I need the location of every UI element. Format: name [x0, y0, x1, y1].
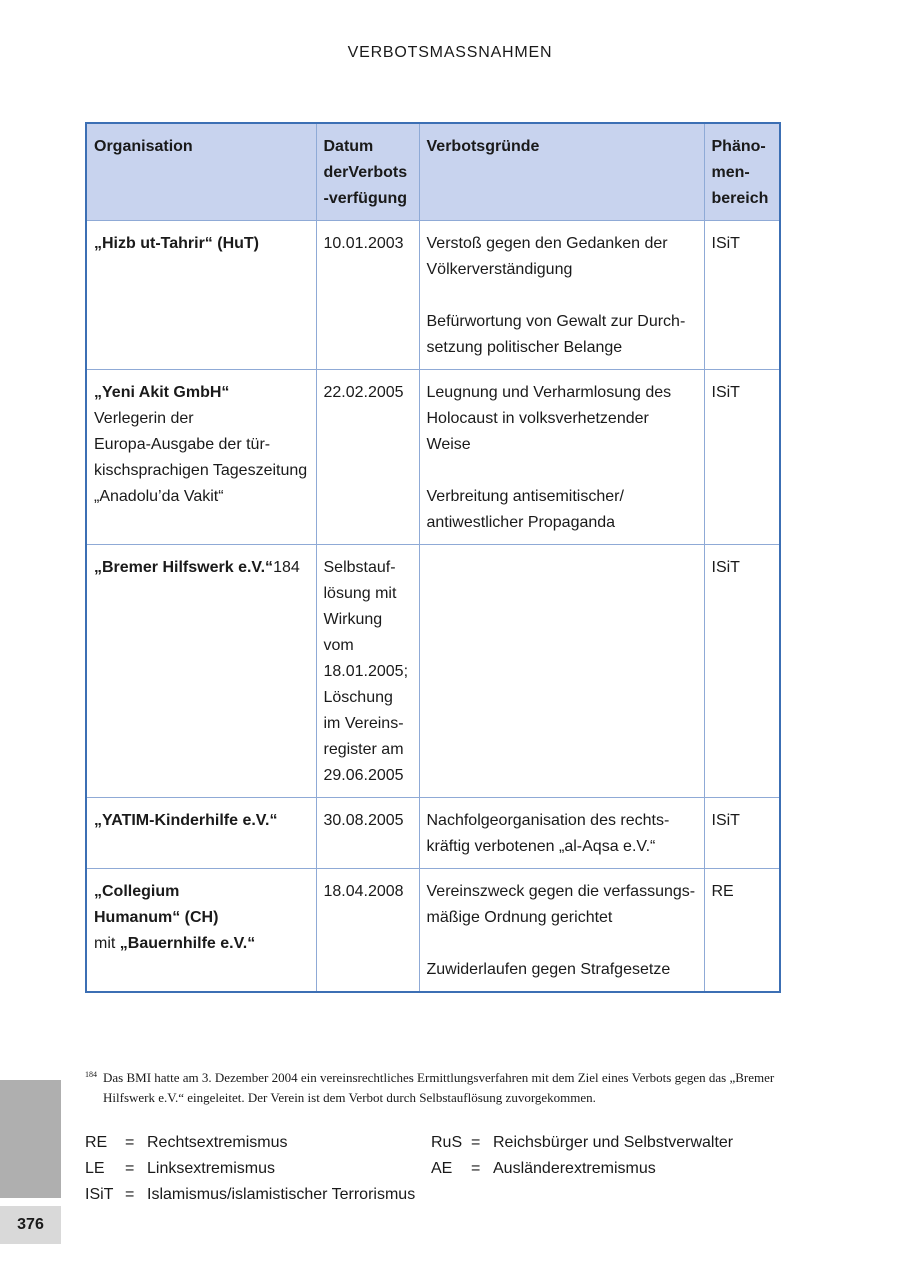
organisation-text: mit	[94, 935, 120, 952]
organisation-line	[94, 879, 309, 905]
date-cell	[316, 370, 419, 545]
column-header-organisation	[86, 123, 316, 221]
column-header-line: Datum der	[323, 138, 374, 181]
reasons-cell	[419, 545, 704, 798]
legend-meaning: Islamismus/islamistischer Terrorismus	[147, 1186, 416, 1203]
area-cell: ISiT	[704, 370, 780, 545]
legend-meaning: Linksextremismus	[147, 1160, 276, 1177]
column-header-line: bereich	[711, 190, 769, 207]
column-header-date	[316, 123, 419, 221]
organisation-text: „Yeni Akit GmbH“	[94, 384, 230, 401]
date-cell	[316, 869, 419, 993]
legend-item	[431, 1130, 733, 1156]
table-row	[86, 370, 780, 545]
reason-line: Verbreitung antisemitischer/	[426, 488, 624, 505]
table-body	[86, 221, 780, 993]
legend-meaning: Rechtsextremismus	[147, 1134, 288, 1151]
reasons-cell	[419, 798, 704, 869]
organisation-cell	[86, 221, 316, 370]
reason-paragraph	[427, 309, 697, 361]
date-line: 18.01.2005;	[323, 663, 409, 680]
legend-item	[431, 1156, 656, 1182]
date-line: register am	[323, 741, 404, 758]
legend-row	[85, 1182, 805, 1208]
date-line: Selbstauf-	[323, 559, 396, 576]
organisation-text: „Hizb ut-Tahrir“ (HuT)	[94, 235, 260, 252]
reason-line: setzung politischer Belange	[426, 339, 623, 356]
reason-line: Weise	[426, 436, 471, 453]
reason-line: Leugnung und Verharmlosung des	[426, 384, 672, 401]
column-header-line: Verbots-	[323, 164, 408, 207]
page-header: VERBOTSMASSNAHMEN	[347, 44, 553, 61]
date-line: Wirkung	[323, 611, 383, 628]
reason-line: kräftig verbotenen „al-Aqsa e.V.“	[426, 838, 656, 855]
reason-paragraph	[427, 957, 697, 983]
reason-line: Zuwiderlaufen gegen Strafgesetze	[426, 961, 671, 978]
footnote	[85, 1068, 785, 1108]
organisation-cell	[86, 798, 316, 869]
organisation-line	[94, 380, 309, 406]
reasons-cell	[419, 221, 704, 370]
legend-abbreviation: LE	[85, 1160, 105, 1177]
table-row	[86, 221, 780, 370]
legend-row	[85, 1130, 805, 1156]
table-row	[86, 545, 780, 798]
area-cell: ISiT	[704, 545, 780, 798]
legend-item	[85, 1130, 287, 1156]
organisation-line	[94, 406, 309, 432]
organisation-line	[94, 432, 309, 458]
reason-line: Vereinszweck gegen die verfassungs-	[426, 883, 696, 900]
legend-row	[85, 1156, 805, 1182]
organisation-line	[94, 808, 309, 834]
footnote-reference: 184	[273, 559, 300, 576]
organisation-line	[94, 905, 309, 931]
organisation-line	[94, 231, 309, 257]
reason-line: antiwestlicher Propaganda	[426, 514, 616, 531]
area-cell: ISiT	[704, 798, 780, 869]
organisation-text: „Bremer Hilfswerk e.V.“	[94, 559, 274, 576]
reason-paragraph	[427, 380, 697, 458]
column-header-line: Organisation	[94, 138, 193, 155]
legend-equals: =	[125, 1160, 135, 1177]
organisation-text-bold: „Bauernhilfe e.V.“	[119, 935, 256, 952]
reason-line: Befürwortung von Gewalt zur Durch-	[426, 313, 686, 330]
reason-line: mäßige Ordnung gerichtet	[426, 909, 613, 926]
organisation-text: „Collegium	[94, 883, 180, 900]
reason-line: Verstoß gegen den Gedanken der	[426, 235, 668, 252]
legend-equals: =	[471, 1160, 481, 1177]
organisation-text: Humanum“ (CH)	[94, 909, 219, 926]
reason-line: Holocaust in volksverhetzender	[426, 410, 649, 427]
reasons-cell	[419, 869, 704, 993]
legend-abbreviation: ISiT	[85, 1186, 114, 1203]
organisation-text: „Anadolu’da Vakit“	[94, 488, 224, 505]
column-header-area	[704, 123, 780, 221]
column-header-line: verfügung	[328, 190, 408, 207]
area-cell: RE	[704, 869, 780, 993]
reason-line: Nachfolgeorganisation des rechts-	[426, 812, 670, 829]
legend-equals: =	[471, 1134, 481, 1151]
organisation-line	[94, 555, 309, 581]
organisation-text: kischsprachigen Tageszeitung	[94, 462, 308, 479]
reason-line: Völkerverständigung	[426, 261, 573, 278]
column-header-line: Phäno-	[711, 138, 766, 155]
date-line: 29.06.2005	[323, 767, 404, 784]
legend-abbreviation: RE	[85, 1134, 108, 1151]
date-cell	[316, 798, 419, 869]
column-header-reasons	[419, 123, 704, 221]
footnote-text: Das BMI hatte am 3. Dezember 2004 ein vereinsrechtliches Ermittlungsverfahren mit dem Ziel eines Verbots gegen das „Bremer Hilfswerk e.V.“ eingeleitet. Der Verein ist dem Verbot durch Selbstauflösung zuvorgekommen.	[103, 1070, 775, 1105]
organisation-line	[94, 931, 309, 957]
ban-measures-table	[85, 122, 781, 993]
reason-paragraph	[427, 231, 697, 283]
organisation-cell	[86, 545, 316, 798]
date-line: Löschung	[323, 689, 393, 706]
legend-abbreviation: AE	[431, 1160, 453, 1177]
table-row	[86, 869, 780, 993]
date-cell	[316, 545, 419, 798]
legend-item	[85, 1182, 415, 1208]
date-line: im Vereins-	[323, 715, 404, 732]
legend-equals: =	[125, 1134, 135, 1151]
organisation-line	[94, 458, 309, 484]
organisation-text: „YATIM-Kinderhilfe e.V.“	[94, 812, 278, 829]
date-line: lösung mit	[323, 585, 397, 602]
reason-paragraph	[427, 484, 697, 536]
column-header-line: Verbotsgründe	[426, 138, 540, 155]
date-cell	[316, 221, 419, 370]
page-number: 376	[0, 1206, 61, 1244]
date-line: 18.04.2008	[323, 883, 404, 900]
organisation-line	[94, 484, 309, 510]
organisation-cell	[86, 869, 316, 993]
reasons-cell	[419, 370, 704, 545]
footnote-number: 184	[85, 1070, 97, 1079]
organisation-cell	[86, 370, 316, 545]
area-cell: ISiT	[704, 221, 780, 370]
date-line: 22.02.2005	[323, 384, 404, 401]
reason-paragraph	[427, 808, 697, 860]
margin-tab	[0, 1080, 61, 1198]
organisation-text: Verlegerin der	[94, 410, 194, 427]
date-line: vom	[323, 637, 354, 654]
organisation-text: Europa-Ausgabe der tür-	[94, 436, 271, 453]
table-header-row	[86, 123, 780, 221]
legend-meaning: Ausländerextremismus	[493, 1160, 656, 1177]
column-header-line: men-	[711, 164, 750, 181]
legend-meaning: Reichsbürger und Selbstverwalter	[493, 1134, 734, 1151]
legend-equals: =	[125, 1186, 135, 1203]
legend-abbreviation: RuS	[431, 1134, 463, 1151]
reason-paragraph	[427, 879, 697, 931]
date-line: 10.01.2003	[323, 235, 404, 252]
legend-item	[85, 1156, 275, 1182]
date-line: 30.08.2005	[323, 812, 404, 829]
table-row	[86, 798, 780, 869]
